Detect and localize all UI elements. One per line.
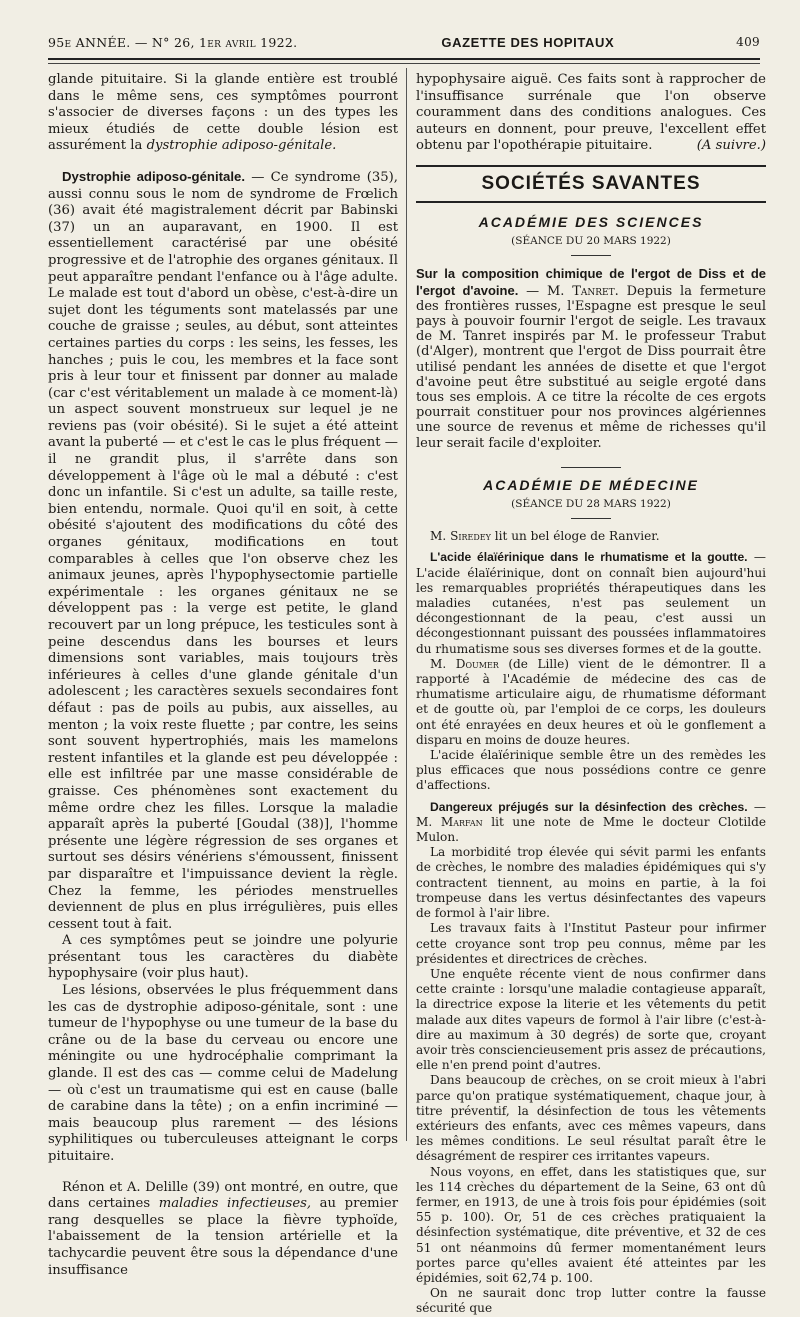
dangereux-heading: Dangereux préjugés sur la désinfection des crèches. xyxy=(430,799,748,814)
paragraph: Les travaux faits à l'Institut Pasteur pour infirmer cette croyance sont trop peu connus, même par les présidentes et directrices de crèches. xyxy=(416,921,766,966)
session-date: (SÉANCE DU 20 MARS 1922) xyxy=(511,235,671,248)
issue-info: 95e ANNÉE. — N° 26, 1er avril 1922. xyxy=(48,34,298,50)
paragraph: Les lésions, observées le plus fréquemment dans les cas de dystrophie adiposo-génitale, sont : une tumeur de l'hypophyse ou une tumeur de la base du crâne ou de la base du cerveau ou encore une méningite ou une hydrocéphalie comprimant la glande. Il est des cas — comme celui de Madelung — où c'est un traumatisme qui est en cause (balle de carabine dans la tête) ; on a enfin incriminé — mais beaucoup plus rarement — des lésions syphilitiques ou tuberculeuses atteignant le corps pituitaire. xyxy=(48,983,398,1164)
paragraph: M. Siredey lit un bel éloge de Ranvier. xyxy=(430,529,660,544)
paragraph: glande pituitaire. Si la glande entière est troublé dans le même sens, ces symptômes pourront s'associer de diverses façons : un des types les mieux étudiés de cette double lésion est assurément la dystrophie adiposo-génitale. xyxy=(48,72,398,154)
session-date: (SÉANCE DU 28 MARS 1922) xyxy=(511,498,671,511)
left-column xyxy=(48,72,399,1278)
journal-title: GAZETTE DES HOPITAUX xyxy=(441,34,615,50)
acide-article: L'acide élaïérinique dans le rhumatisme et la goutte. — L'acide élaïérinique, dont on connaît bien aujourd'hui les remarquables propriétés thérapeutiques dans les maladies cutanées, n'est pas seulement un décongestionnant de la peau, c'est aussi un décongestionnant puissant des poussées inflammatoires du rhumatisme sous ses diverses formes et de la goutte. xyxy=(416,550,766,656)
short-rule xyxy=(571,518,611,519)
ergot-heading: Sur la composition chimique de l'ergot de Diss et de l'ergot d'avoine. xyxy=(416,266,766,298)
paragraph: hypophysaire aiguë. Ces faits sont à rapprocher de l'insuffisance surrénale que l'on observe couramment dans des conditions analogues. Ces auteurs en donnent, pour preuve, l'excellent effet obtenu par l'opothérapie pituitaire. (A suivre.) xyxy=(416,72,766,154)
short-rule xyxy=(561,467,621,468)
academy-sciences-heading: ACADÉMIE DES SCIENCES xyxy=(478,213,704,230)
page-header xyxy=(48,30,760,54)
ergot-article: Sur la composition chimique de l'ergot de Diss et de l'ergot d'avoine. — M. Tanret. Depuis la fermeture des frontières russes, l'Espagne est presque le seul pays à pouvoir fournir l'ergot de seigle. Les travaux de M. Tanret inspirés par M. le professeur Trabut (d'Alger), montrent que l'ergot de Diss pourrait être utilisé pendant les années de disette et que l'ergot d'avoine peut être substitué au seigle ergoté dans tous ses emplois. A ce titre la récolte de ces ergots pourrait constituer pour nos provinces algériennes une source de revenus et même de richesses qu'il leur serait facile d'exploiter. xyxy=(416,266,766,451)
academy-medicine-heading: ACADÉMIE DE MÉDECINE xyxy=(483,476,699,493)
right-column xyxy=(416,72,766,1316)
paragraph: Une enquête récente vient de nous confirmer dans cette crainte : lorsqu'une maladie contagieuse apparaît, la directrice expose la literie et les vêtements du petit malade aux dites vapeurs de formol à l'air libre (c'est-à-dire au maximum à 30 degrés) de sorte que, croyant avoir très consciencieusement pris assez de précautions, elle n'en prend point d'autres. xyxy=(416,966,766,1073)
column-divider xyxy=(406,68,407,1141)
dystrophie-paragraph: Dystrophie adiposo-génitale. — Ce syndrome (35), aussi connu sous le nom de syndrome de Frœlich (36) avait été magistralement décrit par Babinski (37) un an auparavant, en 1900. Il est essentiellement caractérisé par une obésité progressive et de l'atrophie des organes génitaux. Il peut apparaître pendant l'enfance ou à l'âge adulte. Le malade est tout d'abord un obèse, c'est-à-dire un sujet dont les téguments sont matelassés par une couche de graisse ; seules, au début, sont atteintes certaines parties du corps : les seins, les fesses, les hanches ; puis le cou, les membres et la face sont pris à leur tour et finissent par donner au malade (car c'est véritablement un malade à ce moment-là) un aspect souvent monstrueux sur lequel je ne reviens pas (voir obésité). Si le sujet a été atteint avant la puberté — et c'est le cas le plus fréquent — il ne grandit plus, il s'arrête dans son développement à l'âge où le mal a débuté : c'est donc un infantile. Si c'est un adulte, sa taille reste, bien entendu, normale. Quoi qu'il en soit, à cette obésité s'ajoutent des modifications du côté des organes génitaux, modifications en tout comparables à celles que l'on observe chez les animaux jeunes, après l'hypophysectomie partielle expérimentale : les organes génitaux ne se développent pas : la verge est petite, le gland recouvert par un long prépuce, les testicules sont à peine descendus dans les bourses et leurs dimensions sont variables, mais toujours très inférieures à celles d'une glande génitale d'un adolescent ; les caractères sexuels secondaires font défaut : pas de poils au pubis, aux aisselles, au menton ; la voix reste fluette ; par contre, les seins sont souvent hypertrophiés, mais les mamelons restent infantiles et la glande est peu développée : elle est infiltrée par une masse considérable de graisse. Ces phénomènes sont exactement du même ordre chez les filles. Lorsque la maladie apparaît après la puberté [Goudal (38)], l'homme présente une légère régression de ses organes et surtout ses désirs vénériens s'émoussent, finissent par disparaître et l'impuissance devient la règle. Chez la femme, les périodes menstruelles deviennent de plus en plus irrégulières, puis elles cessent tout à fait. xyxy=(48,168,398,932)
page-number: 409 xyxy=(736,35,760,49)
dystrophie-heading: Dystrophie adiposo-génitale. xyxy=(62,168,246,184)
paragraph: M. Doumer (de Lille) vient de le démontrer. Il a rapporté à l'Académie de médecine des cas de rhumatisme articulaire aigu, de rhumatisme déformant et de goutte où, par l'emploi de ce corps, les douleurs ont été enrayées en deux heures et où le gonflement a disparu en moins de douze heures. xyxy=(416,656,766,747)
paragraph: A ces symptômes peut se joindre une polyurie présentant tous les caractères du diabète hypophysaire (voir plus haut). xyxy=(48,933,398,982)
paragraph: Dans beaucoup de crèches, on se croit mieux à l'abri parce qu'on pratique systématiquement, chaque jour, à titre préventif, la désinfection de tous les vêtements extérieurs des enfants, avec ces mêmes vapeurs, dans les mêmes conditions. Le seul résultat paraît être le désagrément de respirer ces irritantes vapeurs. xyxy=(416,1073,766,1164)
paragraph: Rénon et A. Delille (39) ont montré, en outre, que dans certaines maladies infectieuses, au premier rang desquelles se place la fièvre typhoïde, l'abaissement de la tension artérielle et la tachycardie peuvent être sous la dépendance d'une insuffisance xyxy=(48,1179,399,1278)
paragraph: L'acide élaïérinique semble être un des remèdes les plus efficaces que nous possédions contre ce genre d'affections. xyxy=(416,748,766,793)
section-header xyxy=(416,165,766,203)
header-rule-thin xyxy=(48,63,760,64)
dangereux-article: Dangereux préjugés sur la désinfection des crèches. — M. Marfan lit une note de Mme le docteur Clotilde Mulon. xyxy=(416,799,766,845)
short-rule xyxy=(571,255,611,256)
paragraph: On ne saurait donc trop lutter contre la fausse sécurité que xyxy=(416,1286,766,1316)
to-be-continued: (A suivre.) xyxy=(696,138,766,154)
section-title: SOCIÉTÉS SAVANTES xyxy=(481,172,701,194)
paragraph: La morbidité trop élevée qui sévit parmi les enfants de crèches, le nombre des maladies épidémiques qui s'y contractent tiennent, au moins en partie, à la foi trompeuse dans les vertus désinfectantes des vapeurs de formol à l'air libre. xyxy=(416,845,766,921)
acide-heading: L'acide élaïérinique dans le rhumatisme et la goutte. xyxy=(430,550,748,565)
paragraph: Nous voyons, en effet, dans les statistiques que, sur les 114 crèches du département de la Seine, 63 ont dû fermer, en 1913, de une à trois fois pour épidémies (soit 55 p. 100). Or, 51 de ces crèches pratiquaient la désinfection systématique, dite préventive, et 32 de ces 51 ont néanmoins dû fermer momentanément leurs portes parce qu'elles avaient été atteintes par les épidémies, soit 62,74 p. 100. xyxy=(416,1164,766,1285)
header-rule xyxy=(48,58,760,60)
